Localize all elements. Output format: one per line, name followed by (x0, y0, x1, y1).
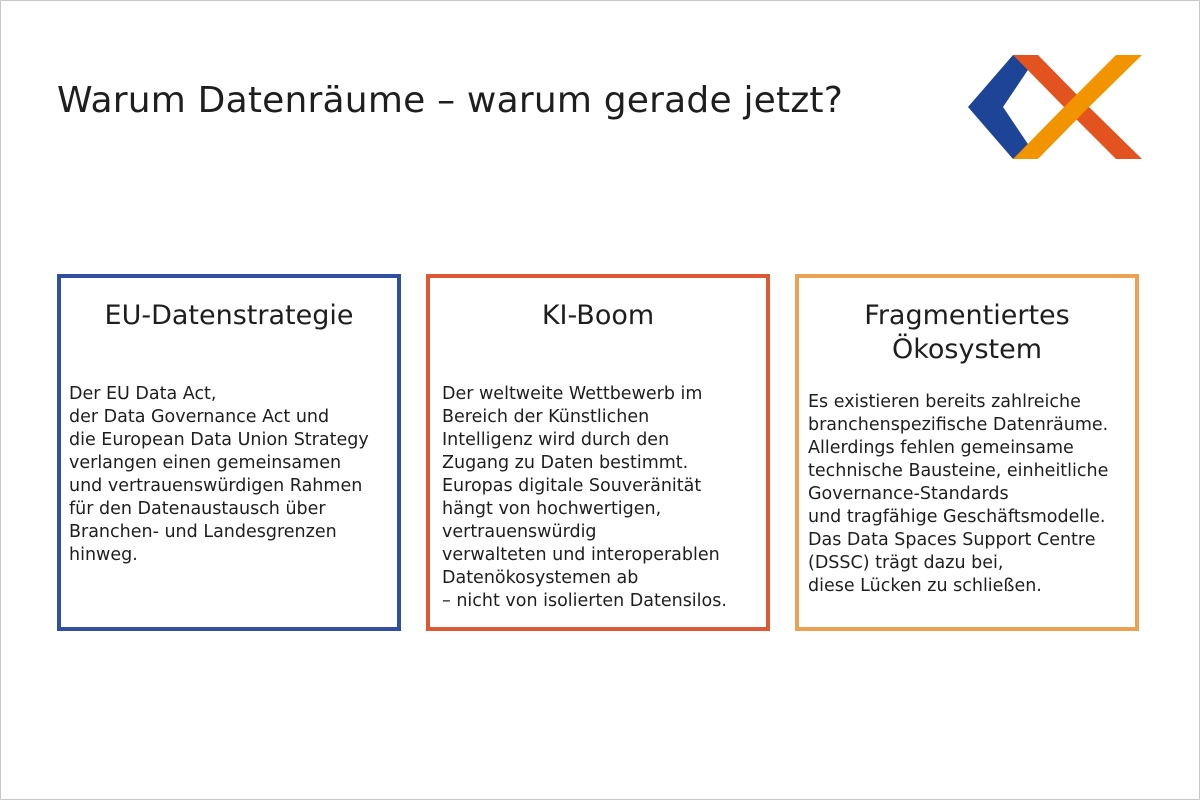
card-body: Der EU Data Act, der Data Governance Act und die European Data Union Strategy verlangen einen gemeinsamen und vertrauenswürdigen Rahmen für den Datenaustausch über Branchen- und Landesgrenzen hinweg. (69, 384, 369, 565)
card-ki-boom (426, 274, 770, 631)
logo-blue-shape (968, 55, 1038, 159)
slide-title: Warum Datenräume – warum gerade jetzt? (57, 80, 844, 121)
card-heading: Fragmentiertes Ökosystem (864, 300, 1070, 365)
card-heading: KI-Boom (541, 300, 655, 331)
card-fragmentiertes-oekosystem (795, 274, 1139, 631)
card-body: Der weltweite Wettbewerb im Bereich der Künstlichen Intelligenz wird durch den Zugang zu Daten bestimmt. Europas digitale Souveränität hängt von hochwertigen, vertrauenswürdig verwalteten und interoperablen Datenökosystemen ab – nicht von isolierten Datensilos. (442, 384, 727, 611)
dssc-logo-icon (968, 55, 1142, 161)
card-body: Es existieren bereits zahlreiche branchenspezifische Datenräume. Allerdings fehlen gemeinsame technische Bausteine, einheitliche Governance-Standards und tragfähige Geschäftsmodelle. Das Data Spaces Support Centre (DSSC) trägt dazu bei, diese Lücken zu schließen. (808, 392, 1109, 596)
card-eu-datenstrategie (57, 274, 401, 631)
card-heading: EU-Datenstrategie (104, 300, 354, 331)
